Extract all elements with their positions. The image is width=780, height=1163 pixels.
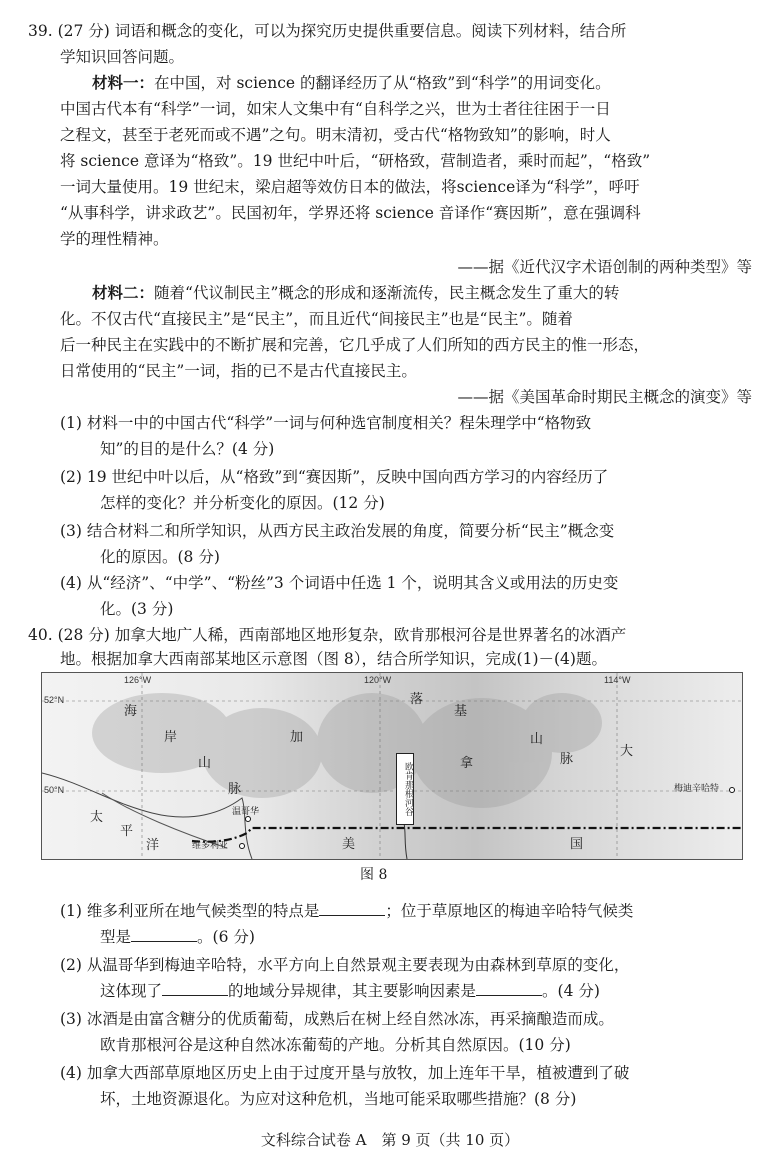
lon-label-114w: 114°W [604, 675, 631, 685]
lon-label-120w: 120°W [364, 675, 392, 685]
material-1-line: 中国古代本有“科学”一词，如宋人文集中有“自科学之兴，世为士者往往困于一日 [60, 100, 611, 118]
q40-head-line-2: 地。根据加拿大西南部某地区示意图（图 8），结合所学知识，完成(1)－(4)题。 [60, 650, 607, 668]
page-footer: 文科综合试卷 A 第 9 页（共 10 页） [260, 1131, 520, 1149]
medicine-hat-marker [730, 788, 735, 793]
q40-sub-1-text-d: 。(6 分) [197, 928, 255, 946]
q40-sub-4-line-2: 坏，土地资源退化。为应对这种危机，当地可能采取哪些措施？(8 分) [100, 1090, 577, 1108]
q40-sub-3-line-1: (3) 冰酒是由富含糖分的优质葡萄，成熟后在树上经自然冰冻，再采摘酿造而成。 [60, 1010, 614, 1028]
rocky-mountains-label: 基 [454, 704, 468, 719]
okanagan-valley-label: 欧肯那根河谷 [396, 753, 414, 825]
q40-sub-2-line-1: (2) 从温哥华到梅迪辛哈特，水平方向上自然景观主要表现为由森林到草原的变化， [60, 956, 630, 974]
q40-sub-3-line-2: 欧肯那根河谷是这种自然冰冻葡萄的产地。分析其自然原因。(10 分) [100, 1036, 571, 1054]
q39-head-line-2: 学知识回答问题。 [60, 48, 185, 66]
victoria-marker [240, 844, 245, 849]
material-2-text: 随着“代议制民主”概念的形成和逐渐流传，民主概念发生了重大的转 [154, 284, 620, 302]
material-1-line: 之程文，甚至于老死而或不遇”之句。明末清初，受古代“格物致知”的影响，时人 [60, 126, 611, 144]
island-coast [102, 793, 227, 848]
figure-8-map [41, 672, 743, 860]
material-2-label: 材料二： [92, 283, 155, 302]
material-2-line: 后一种民主在实践中的不断扩展和完善，它几乎成了人们所知的西方民主的惟一形态， [60, 336, 650, 354]
q40-sub-2-text-c: 。(4 分) [542, 982, 600, 1000]
canada-label: 大 [620, 744, 634, 759]
victoria-label: 维多利亚 [192, 841, 229, 851]
q40-sub-1-text-a: (1) 维多利亚所在地气候类型的特点是 [60, 902, 320, 920]
material-2-line: 化。不仅古代“直接民主”是“民主”，而且近代“间接民主”也是“民主”。随着 [60, 310, 573, 328]
q39-sub-2-line-2: 怎样的变化？并分析变化的原因。(12 分) [100, 494, 385, 512]
material-1-line: “从事科学，讲求政艺”。民国初年，学界还将 science 音译作“赛因斯”，意在强调科 [60, 204, 641, 222]
q40-sub-1-text-b: ；位于草原地区的梅迪辛哈特气候类 [385, 902, 634, 920]
answer-blank[interactable] [319, 900, 385, 916]
ocean-label: 洋 [146, 838, 160, 853]
q40-head-line-1: 40. (28 分) 加拿大地广人稀，西南部地区地形复杂，欧肯那根河谷是世界著名的冰酒产 [28, 626, 627, 644]
q40-sub-1-line-1 [60, 898, 633, 924]
canada-label: 拿 [460, 756, 474, 771]
lat-label-52n: 52°N [44, 695, 65, 705]
ocean-label: 平 [120, 824, 134, 839]
answer-blank[interactable] [476, 980, 542, 996]
material-1-first-line [92, 70, 611, 96]
material-1-line: 学的理性精神。 [60, 230, 169, 248]
canada-label: 加 [290, 730, 304, 745]
q40-sub-1-line-2 [100, 924, 255, 950]
q39-sub-4-line-2: 化。(3 分) [100, 600, 174, 618]
vancouver-marker [246, 817, 251, 822]
figure-caption: 图 8 [360, 867, 388, 883]
q39-sub-2-line-1: (2) 19 世纪中叶以后，从“格致”到“赛因斯”，反映中国向西方学习的内容经历了 [60, 468, 609, 486]
material-2-source: ——据《美国革命时期民主概念的演变》等 [457, 388, 752, 406]
q39-head-line-1: 39. (27 分) 词语和概念的变化，可以为探究历史提供重要信息。阅读下列材料，结合所 [28, 22, 627, 40]
coast-mountains-label: 脉 [228, 782, 242, 797]
q40-sub-2-text-a: 这体现了 [100, 982, 163, 1000]
ocean-label: 太 [90, 810, 104, 825]
rocky-mountains-label: 落 [410, 692, 424, 707]
rocky-mountains-label: 脉 [560, 752, 574, 767]
medicine-hat-label: 梅迪辛哈特 [674, 784, 720, 794]
coast-mountains-label: 海 [124, 704, 138, 719]
answer-blank[interactable] [162, 980, 228, 996]
q40-sub-4-line-1: (4) 加拿大西部草原地区历史上由于过度开垦与放牧，加上连年干旱，植被遭到了破 [60, 1064, 630, 1082]
coast-mountains-label: 山 [198, 756, 212, 771]
material-2-line: 日常使用的“民主”一词，指的已不是古代直接民主。 [60, 362, 417, 380]
canada-usa-border [192, 828, 742, 842]
map-graphics [42, 673, 742, 859]
okanagan-river [404, 823, 407, 859]
rocky-mountains-label: 山 [530, 732, 544, 747]
q39-sub-3-line-2: 化的原因。(8 分) [100, 548, 220, 566]
lon-label-126w: 126°W [124, 675, 152, 685]
usa-label: 国 [570, 837, 584, 852]
q39-sub-4-line-1: (4) 从“经济”、“中学”、“粉丝”3 个词语中任选 1 个，说明其含义或用法的历史变 [60, 574, 619, 592]
q39-sub-1-line-1: (1) 材料一中的中国古代“科学”一词与何种选官制度相关？程朱理学中“格物致 [60, 414, 592, 432]
usa-label: 美 [342, 837, 356, 852]
q39-sub-1-line-2: 知”的目的是什么？(4 分) [100, 440, 275, 458]
material-1-line: 一词大量使用。19 世纪末，梁启超等效仿日本的做法，将science译为“科学”，呼吁 [60, 178, 640, 196]
material-1-text: 在中国，对 science 的翻译经历了从“格致”到“科学”的用词变化。 [154, 74, 611, 92]
material-1-source: ——据《近代汉字术语创制的两种类型》等 [457, 258, 752, 276]
q40-sub-1-text-c: 型是 [100, 928, 132, 946]
q40-sub-2-line-2 [100, 978, 600, 1004]
vancouver-label: 温哥华 [232, 807, 260, 817]
lat-label-50n: 50°N [44, 785, 65, 795]
q39-sub-3-line-1: (3) 结合材料二和所学知识，从西方民主政治发展的角度，简要分析“民主”概念变 [60, 522, 615, 540]
material-1-line: 将 science 意译为“格致”。19 世纪中叶后，“研格致，营制造者，乘时而起”，“格致” [60, 152, 651, 170]
coast-mountains-label: 岸 [164, 730, 178, 745]
answer-blank[interactable] [131, 926, 197, 942]
material-2-first-line [92, 280, 619, 306]
q40-sub-2-text-b: 的地域分异规律，其主要影响因素是 [228, 982, 477, 1000]
material-1-label: 材料一： [92, 73, 155, 92]
